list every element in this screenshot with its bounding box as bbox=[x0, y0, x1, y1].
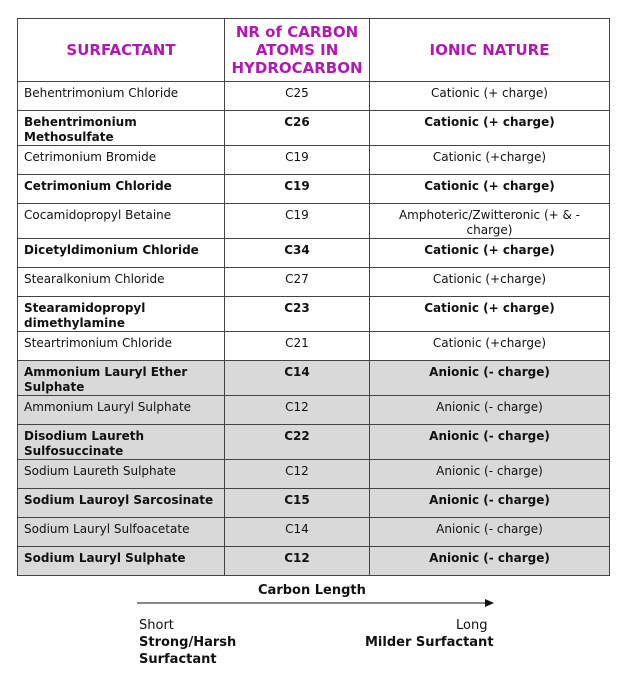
table-row bbox=[18, 460, 610, 489]
carbon-count-cell: C12 bbox=[225, 396, 370, 425]
table-body bbox=[18, 82, 610, 576]
surfactant-name-cell: Sodium Lauryl Sulphate bbox=[18, 547, 225, 576]
table-header-row bbox=[18, 19, 610, 82]
surfactant-name-cell: Cetrimonium Bromide bbox=[18, 146, 225, 175]
ionic-nature-cell: Anionic (- charge) bbox=[370, 489, 610, 518]
table-row bbox=[18, 297, 610, 332]
surfactant-name-cell: Stearamidopropyl dimethylamine bbox=[18, 297, 225, 332]
surfactant-name-cell: Dicetyldimonium Chloride bbox=[18, 239, 225, 268]
surfactant-name-cell: Sodium Laureth Sulphate bbox=[18, 460, 225, 489]
ionic-nature-cell: Anionic (- charge) bbox=[370, 361, 610, 396]
ionic-nature-cell: Anionic (- charge) bbox=[370, 460, 610, 489]
long-label: Long bbox=[456, 618, 488, 633]
carbon-count-cell: C21 bbox=[225, 332, 370, 361]
table-row bbox=[18, 518, 610, 547]
carbon-count-cell: C14 bbox=[225, 518, 370, 547]
carbon-count-cell: C19 bbox=[225, 204, 370, 239]
ionic-nature-cell: Anionic (- charge) bbox=[370, 396, 610, 425]
ionic-nature-cell: Anionic (- charge) bbox=[370, 518, 610, 547]
carbon-count-cell: C26 bbox=[225, 111, 370, 146]
ionic-nature-cell: Cationic (+charge) bbox=[370, 332, 610, 361]
ionic-nature-cell: Amphoteric/Zwitteronic (+ & - charge) bbox=[370, 204, 610, 239]
carbon-count-cell: C19 bbox=[225, 175, 370, 204]
surfactant-table bbox=[17, 18, 610, 576]
surfactant-name-cell: Behentrimonium Methosulfate bbox=[18, 111, 225, 146]
surfactant-name-cell: Ammonium Lauryl Ether Sulphate bbox=[18, 361, 225, 396]
table-row bbox=[18, 361, 610, 396]
carbon-count-cell: C27 bbox=[225, 268, 370, 297]
ionic-nature-cell: Cationic (+charge) bbox=[370, 146, 610, 175]
table-row bbox=[18, 425, 610, 460]
surfactant-name-cell: Steartrimonium Chloride bbox=[18, 332, 225, 361]
surfactant-name-cell: Sodium Lauroyl Sarcosinate bbox=[18, 489, 225, 518]
arrow-head-icon bbox=[485, 599, 494, 607]
short-label: Short bbox=[139, 618, 174, 633]
carbon-count-cell: C34 bbox=[225, 239, 370, 268]
header-ionic-nature: IONIC NATURE bbox=[370, 19, 610, 82]
ionic-nature-cell: Cationic (+charge) bbox=[370, 268, 610, 297]
table-row bbox=[18, 332, 610, 361]
table-row bbox=[18, 396, 610, 425]
table-row bbox=[18, 82, 610, 111]
carbon-count-cell: C12 bbox=[225, 547, 370, 576]
carbon-count-cell: C25 bbox=[225, 82, 370, 111]
surfactant-name-cell: Stearalkonium Chloride bbox=[18, 268, 225, 297]
table-row bbox=[18, 146, 610, 175]
strong-harsh-surfactant-label: Strong/Harsh Surfactant bbox=[139, 635, 237, 667]
carbon-count-cell: C15 bbox=[225, 489, 370, 518]
table-row bbox=[18, 175, 610, 204]
header-carbon-atoms: NR of CARBON ATOMS IN HYDROCARBON bbox=[225, 19, 370, 82]
carbon-count-cell: C23 bbox=[225, 297, 370, 332]
carbon-count-cell: C22 bbox=[225, 425, 370, 460]
ionic-nature-cell: Anionic (- charge) bbox=[370, 425, 610, 460]
ionic-nature-cell: Cationic (+ charge) bbox=[370, 82, 610, 111]
table-row bbox=[18, 204, 610, 239]
ionic-nature-cell: Cationic (+ charge) bbox=[370, 175, 610, 204]
surfactant-name-cell: Ammonium Lauryl Sulphate bbox=[18, 396, 225, 425]
surfactant-name-cell: Cocamidopropyl Betaine bbox=[18, 204, 225, 239]
surfactant-name-cell: Behentrimonium Chloride bbox=[18, 82, 225, 111]
table-row bbox=[18, 239, 610, 268]
ionic-nature-cell: Cationic (+ charge) bbox=[370, 297, 610, 332]
ionic-nature-cell: Cationic (+ charge) bbox=[370, 239, 610, 268]
carbon-count-cell: C12 bbox=[225, 460, 370, 489]
surfactant-name-cell: Cetrimonium Chloride bbox=[18, 175, 225, 204]
ionic-nature-cell: Anionic (- charge) bbox=[370, 547, 610, 576]
milder-surfactant-label: Milder Surfactant bbox=[365, 635, 494, 650]
table-row bbox=[18, 268, 610, 297]
header-surfactant: SURFACTANT bbox=[18, 19, 225, 82]
table-row bbox=[18, 489, 610, 518]
table-row bbox=[18, 111, 610, 146]
carbon-length-title: Carbon Length bbox=[258, 583, 366, 598]
ionic-nature-cell: Cationic (+ charge) bbox=[370, 111, 610, 146]
carbon-count-cell: C19 bbox=[225, 146, 370, 175]
carbon-count-cell: C14 bbox=[225, 361, 370, 396]
table-row bbox=[18, 547, 610, 576]
surfactant-name-cell: Sodium Lauryl Sulfoacetate bbox=[18, 518, 225, 547]
surfactant-name-cell: Disodium Laureth Sulfosuccinate bbox=[18, 425, 225, 460]
